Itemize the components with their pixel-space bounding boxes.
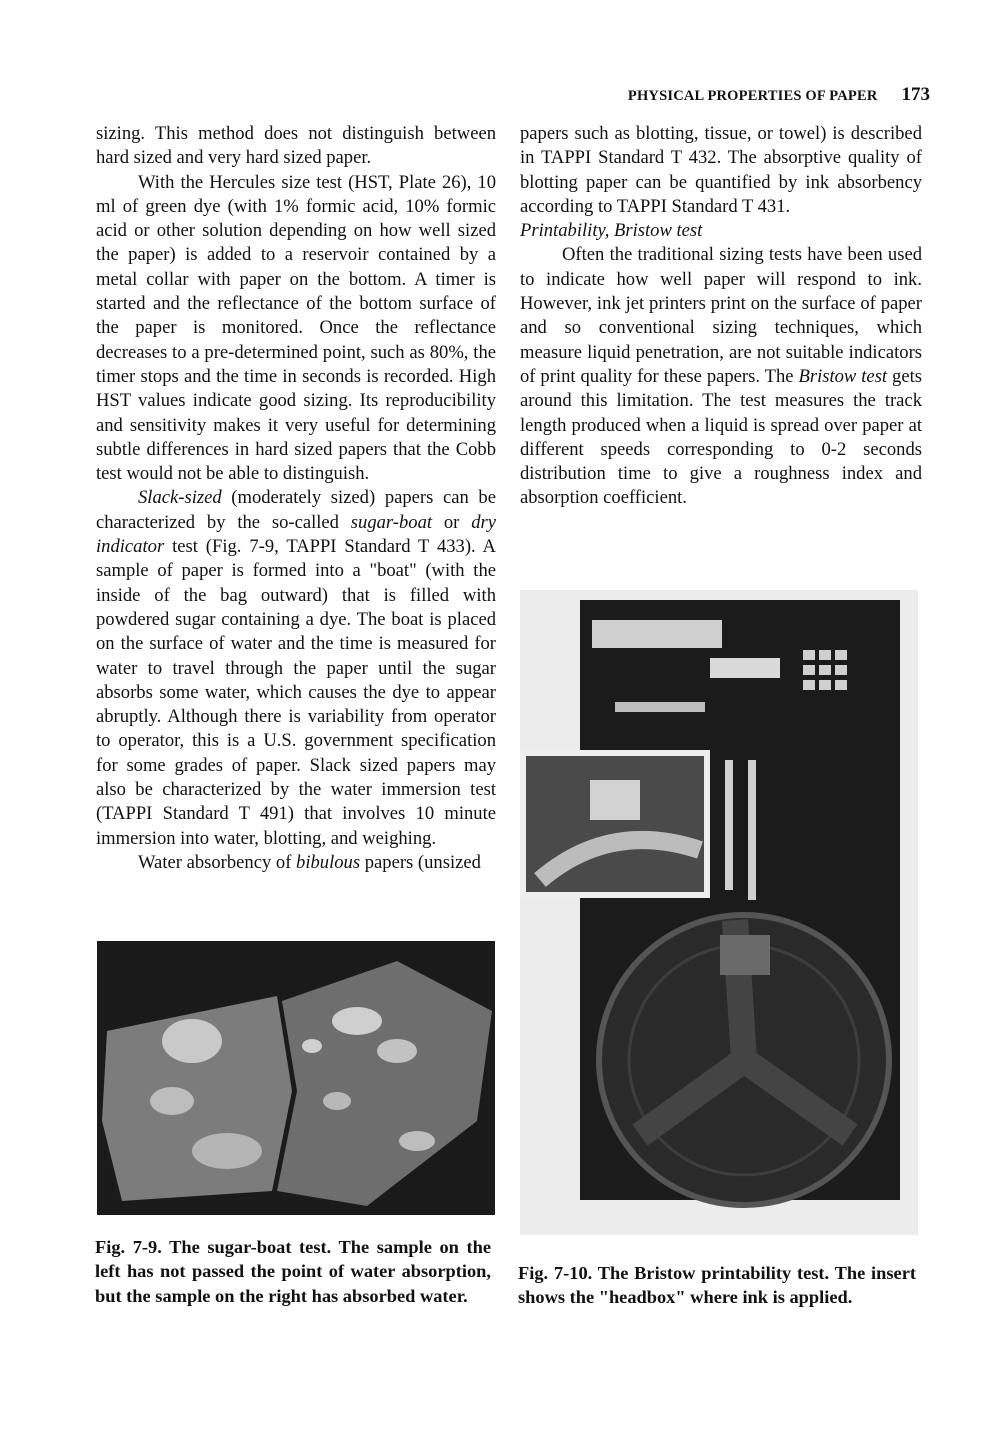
paragraph: With the Hercules size test (HST, Plate 26), 10 ml of green dye (with 1% formic acid, 10% formic acid or other solution depending on how well sized the paper) is added to a reservoir contained by a metal collar with paper on the bottom. A timer is started and the reflectance of the bottom surface of the paper is monitored. Once the reflectance decreases to a pre-determined point, such as 80%, the timer stops and the time in seconds is recorded. High HST values indicate good sizing. Its reproducibility and sensitivity makes it very useful for determining subtle differences in hard sized papers that the Cobb test would not be able to distinguish. <box>96 171 496 485</box>
paragraph: Often the traditional sizing tests have been used to indicate how well paper will respond to ink. However, ink jet printers print on the surface of paper and so conventional sizing techniques, which measure liquid penetration, are not suitable indicators of print quality for these papers. The Bristow test gets around this limitation. The test measures the track length produced when a liquid is spread over paper at different speeds corresponding to 0-2 seconds distribution time to give a roughness index and absorption coefficient. <box>520 244 922 509</box>
paragraph: sizing. This method does not distinguish between hard sized and very hard sized paper. <box>96 123 496 169</box>
term: dry indicator <box>96 511 496 558</box>
running-head: PHYSICAL PROPERTIES OF PAPER <box>627 88 878 104</box>
paragraph: papers such as blotting, tissue, or towel) is described in TAPPI Standard T 432. The absorptive quality of blotting paper can be quantified by ink absorbency according to TAPPI Standard T 431. <box>520 123 922 217</box>
term: bibulous <box>296 851 361 873</box>
running-header <box>596 84 930 114</box>
left-column <box>96 122 496 875</box>
figure-caption-7-10: Fig. 7-10. The Bristow printability test. The insert shows the "headbox" where ink is applied. <box>518 1263 916 1308</box>
figure-bristow-tester-photo <box>520 590 918 1235</box>
paragraph: Water absorbency of bibulous papers (unsized <box>138 851 481 873</box>
figure-sugar-boat-photo <box>97 941 495 1215</box>
page-number: 173 <box>901 84 930 105</box>
right-column <box>520 122 922 511</box>
term: Slack-sized <box>138 487 222 509</box>
sugar-boat-photo-illustration <box>97 941 495 1215</box>
term: sugar-boat <box>350 511 433 533</box>
section-subheading: Printability, Bristow test <box>520 220 703 242</box>
bristow-tester-photo-illustration <box>520 590 918 1235</box>
paragraph: Slack-sized (moderately sized) papers can be characterized by the so-called sugar-boat or dry indicator test (Fig. 7-9, TAPPI Standard T 433). A sample of paper is formed into a "boat" (with the inside of the bag outward) that is filled with powdered sugar containing a dye. The boat is placed on the surface of water and the time is measured for water to travel through the paper until the sugar absorbs some water, which causes the dye to appear abruptly. Although there is variability from operator to operator, this is a U.S. government specification for some grades of paper. Slack sized papers may also be characterized by the water immersion test (TAPPI Standard T 491) that involves 10 minute immersion into water, blotting, and weighing. <box>96 487 496 849</box>
term: Bristow test <box>798 365 888 387</box>
figure-caption-7-9: Fig. 7-9. The sugar-boat test. The sample on the left has not passed the point of water absorption, but the sample on the right has absorbed water. <box>95 1237 491 1306</box>
